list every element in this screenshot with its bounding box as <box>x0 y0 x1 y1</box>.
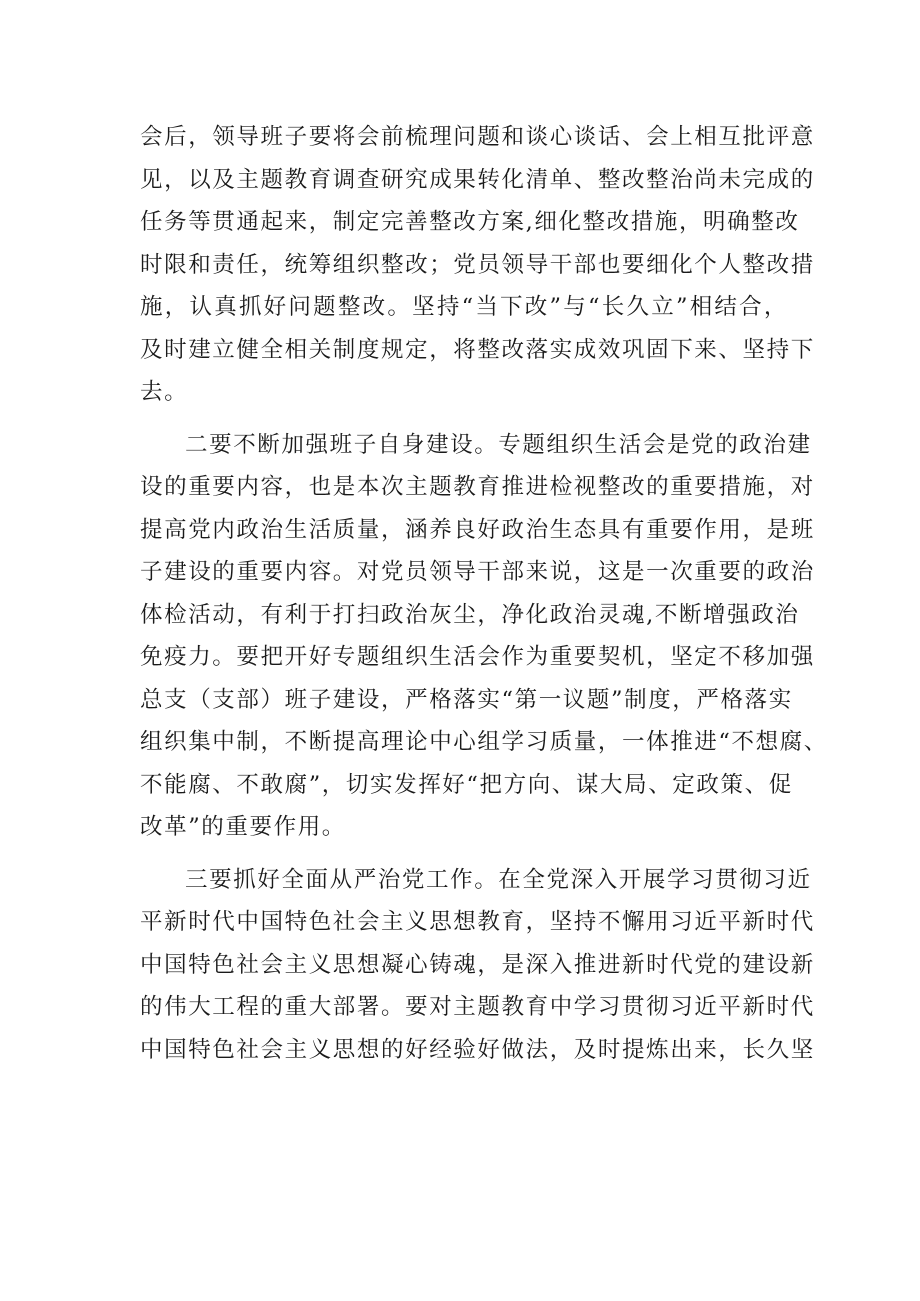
text-line: 施，认真抓好问题整改。坚持“当下改”与“长久立”相结合， <box>140 294 788 320</box>
text-line: 二要不断加强班子自身建设。专题组织生活会是党的政治建 <box>185 431 812 458</box>
text-line: 体检活动，有利于打扫政治灰尘，净化政治灵魂,不断增强政治 <box>140 601 800 628</box>
text-line: 去。 <box>140 379 189 405</box>
paragraph-2 <box>140 424 828 849</box>
paragraph-1 <box>140 116 815 414</box>
text-line: 的伟大工程的重大部署。要对主题教育中学习贯彻习近平新时代 <box>140 994 815 1020</box>
text-line: 及时建立健全相关制度规定，将整改落实成效巩固下来、坚持下 <box>140 336 815 363</box>
text-line: 总支（支部）班子建设，严格落实“第一议题”制度，严格落实 <box>140 686 793 713</box>
text-line: 子建设的重要内容。对党员领导干部来说，这是一次重要的政治 <box>140 559 815 585</box>
text-line: 中国特色社会主义思想的好经验好做法，及时提炼出来，长久坚 <box>140 1036 815 1063</box>
text-line: 中国特色社会主义思想凝心铸魂，是深入推进新时代党的建设新 <box>140 951 815 978</box>
paragraph-gap <box>140 414 788 424</box>
text-line: 会后，领导班子要将会前梳理问题和谈心谈话、会上相互批评意 <box>140 124 815 150</box>
text-line: 组织集中制，不断提高理论中心组学习质量，一体推进“不想腐、 <box>140 729 828 755</box>
text-line: 三要抓好全面从严治党工作。在全党深入开展学习贯彻习近 <box>185 866 812 893</box>
paragraph-3 <box>140 859 815 1072</box>
paragraph-gap <box>140 849 788 859</box>
text-line: 不能腐、不敢腐”，切实发挥好“把方向、谋大局、定政策、促 <box>140 771 793 798</box>
text-line: 时限和责任，统筹组织整改；党员领导干部也要细化个人整改措 <box>140 251 815 278</box>
text-line: 免疫力。要把开好专题组织生活会作为重要契机，坚定不移加强 <box>140 644 815 670</box>
text-line: 提高党内政治生活质量，涵养良好政治生态具有重要作用，是班 <box>140 516 815 543</box>
text-line: 设的重要内容，也是本次主题教育推进检视整改的重要措施，对 <box>140 474 815 500</box>
text-line: 见，以及主题教育调查研究成果转化清单、整改整治尚未完成的 <box>140 166 815 193</box>
text-line: 任务等贯通起来，制定完善整改方案,细化整改措施，明确整改 <box>140 209 800 235</box>
document-body <box>140 116 828 1071</box>
text-line: 改革”的重要作用。 <box>140 814 346 840</box>
text-line: 平新时代中国特色社会主义思想教育，坚持不懈用习近平新时代 <box>140 909 815 935</box>
